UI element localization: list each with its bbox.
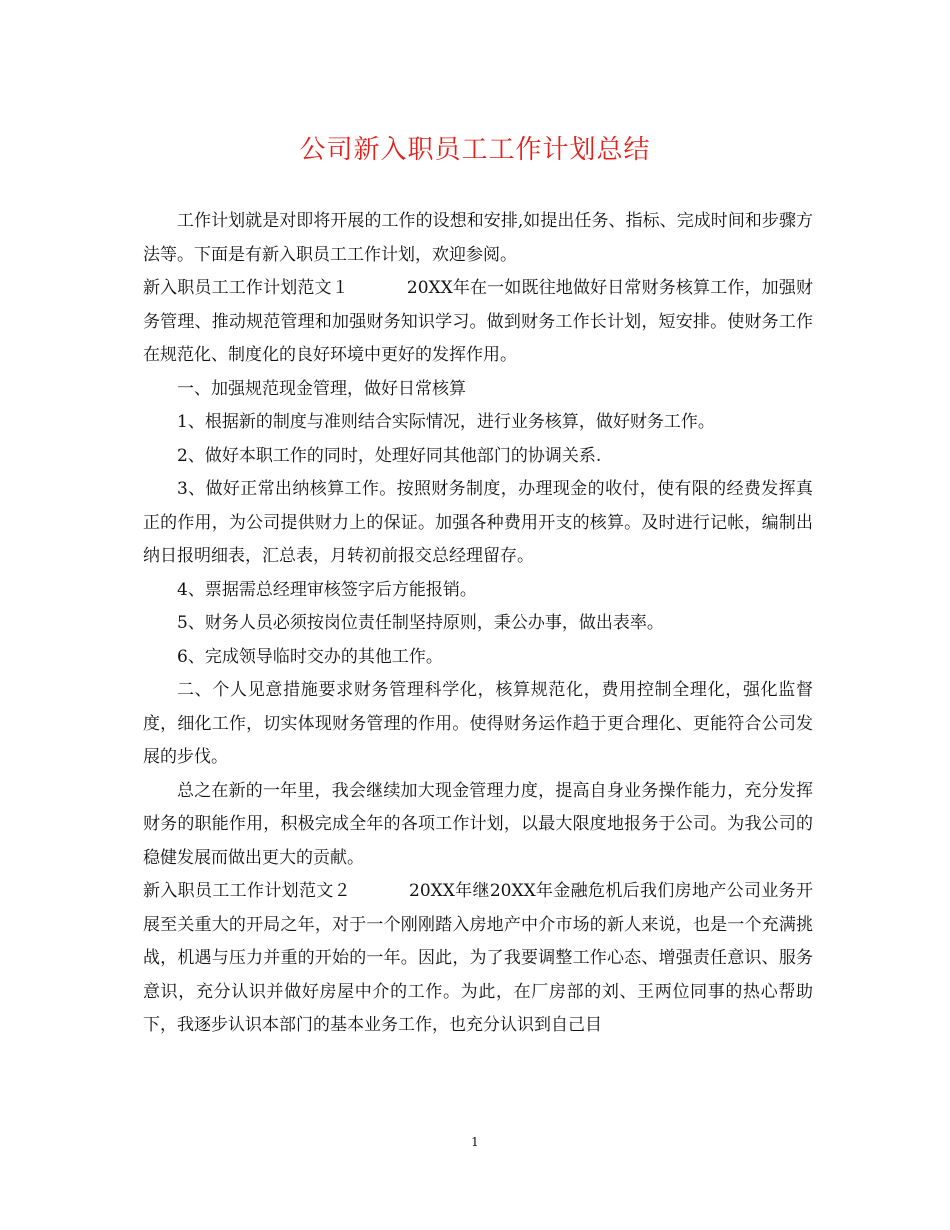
- paragraph-text: 3、做好正常出纳核算工作。按照财务制度，办理现金的收付，使有限的经费发挥真正的作用，为公司提供财力上的保证。加强各种费用开支的核算。及时进行记帐，编制出纳日报明细表，汇总表，月转初前报交总经理留存。: [143, 479, 813, 566]
- paragraph: [143, 641, 813, 675]
- paragraph-text: 总之在新的一年里，我会继续加大现金管理力度，提高自身业务操作能力，充分发挥财务的职能作用，积极完成全年的各项工作计划，以最大限度地报务于公司。为我公司的稳健发展而做出更大的贡献。: [143, 780, 813, 868]
- paragraph-text: 5、财务人员必须按岗位责任制坚持原则，秉公办事，做出表率。: [177, 613, 664, 633]
- document-body: [143, 205, 813, 1043]
- paragraph-text: 二、个人见意措施要求财务管理科学化，核算规范化，费用控制全理化，强化监督度，细化工作，切实体现财务管理的作用。使得财务运作趋于更合理化、更能符合公司发展的步伐。: [143, 680, 813, 767]
- paragraph: [143, 272, 813, 373]
- paragraph: [143, 406, 813, 440]
- paragraph: [143, 440, 813, 474]
- paragraph: [143, 205, 813, 272]
- section-label: 新入职员工工作计划范文２: [143, 881, 351, 901]
- paragraph: [143, 373, 813, 407]
- paragraph: [143, 875, 813, 1043]
- paragraph-text: 1、根据新的制度与准则结合实际情况，进行业务核算，做好财务工作。: [177, 412, 715, 432]
- paragraph-text: 2、做好本职工作的同时，处理好同其他部门的协调关系.: [177, 445, 602, 466]
- paragraph-text: 20XX年继20XX年金融危机后我们房地产公司业务开展至关重大的开局之年，对于一个刚刚踏入房地产中介市场的新人来说，也是一个充满挑战，机遇与压力并重的开始的一年。因此，为了我要调整工作心态、增强责任意识、服务意识，充分认识并做好房屋中介的工作。为此，在厂房部的刘、王两位同事的热心帮助下，我逐步认识本部门的基本业务工作，也充分认识到自己目: [143, 881, 813, 1035]
- paragraph-text: 20XX年在一如既往地做好日常财务核算工作，加强财务管理、推动规范管理和加强财务知识学习。做到财务工作长计划，短安排。使财务工作在规范化、制度化的良好环境中更好的发挥作用。: [143, 278, 813, 365]
- paragraph-text: 工作计划就是对即将开展的工作的设想和安排,如提出任务、指标、完成时间和步骤方法等。下面是有新入职员工工作计划，欢迎参阅。: [143, 211, 813, 265]
- paragraph: [143, 473, 813, 574]
- paragraph: [143, 574, 813, 608]
- paragraph-text: 4、票据需总经理审核签字后方能报销。: [177, 579, 477, 600]
- paragraph: [143, 607, 813, 641]
- paragraph-text: 一、加强规范现金管理，做好日常核算: [177, 378, 466, 399]
- paragraph: [143, 775, 813, 876]
- paragraph: [143, 674, 813, 775]
- section-label: 新入职员工工作计划范文１: [143, 278, 349, 298]
- page-number: 1: [471, 1135, 479, 1149]
- document-title: 公司新入职员工工作计划总结: [299, 135, 651, 165]
- paragraph-text: 6、完成领导临时交办的其他工作。: [177, 646, 443, 667]
